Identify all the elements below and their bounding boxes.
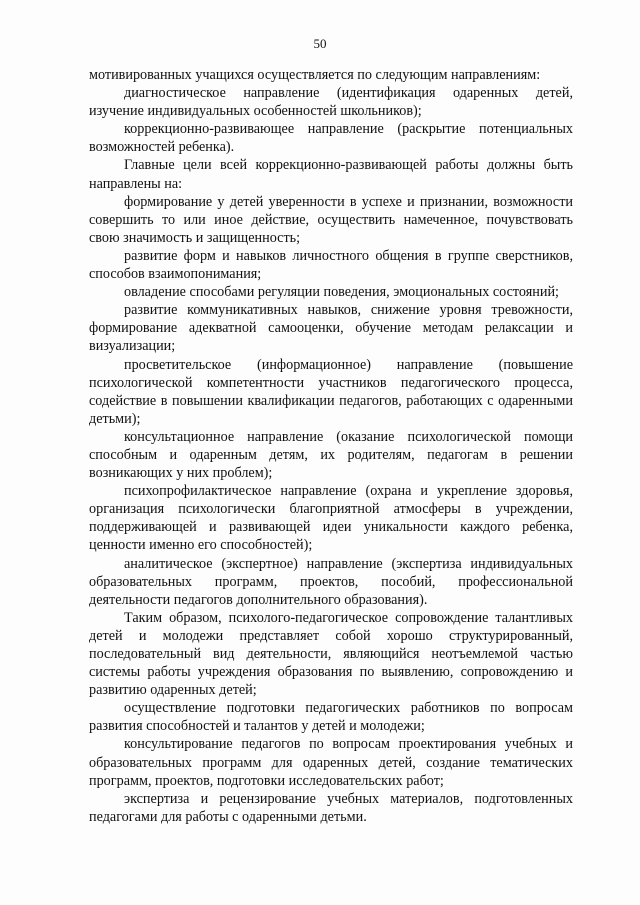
paragraph-self-regulation: овладение способами регуляции поведения, эмоциональных состояний; [124,284,559,301]
paragraph-consulting-direction: консультационное направление (оказание психологической помощи способным и одаренным детям, их родителям, педагогам в решении возникающих у них проблем); [89,428,573,482]
paragraph-educational-direction: просветительское (информационное) направление (повышение психологической компетентности участников педагогического процесса, содействие в повышении квалификации педагогов, работающих с одаренными детьми); [89,356,573,427]
page-number: 50 [313,36,327,51]
paragraph-analytical-direction: аналитическое (экспертное) направление (экспертиза индивидуальных образовательных программ, проектов, пособий, профессиональной деятельности педагогов дополнительного образования). [89,555,573,608]
paragraph-diagnostic-direction: диагностическое направление (идентификация одаренных детей, изучение индивидуальных особенностей школьников); [89,85,573,120]
paragraph-prevention-direction: психопрофилактическое направление (охрана и укрепление здоровья, организация психологически благоприятной атмосферы в учреждении, поддерживающей и развивающей идеи уникальности каждого ребенка, ценности именно его способностей); [89,483,573,554]
paragraph-continuation: мотивированных учащихся осуществляется по следующим направлениям: [89,67,541,83]
document-body [89,66,573,826]
paragraph-confidence: формирование у детей уверенности в успехе и признании, возможности совершить то или иное действие, осуществить намеченное, почувствовать свою значимость и защищенность; [89,193,573,246]
paragraph-communication-forms: развитие форм и навыков личностного общения в группе сверстников, способов взаимопонимания; [89,247,573,283]
paragraph-teacher-training: осуществление подготовки педагогических работников по вопросам развития способностей и талантов у детей и молодежи; [89,700,573,735]
paragraph-expert-review: экспертиза и рецензирование учебных материалов, подготовленных педагогами для работы с одаренными детьми. [89,790,573,825]
paragraph-communication-skills: развитие коммуникативных навыков, снижение уровня тревожности, формирование адекватной самооценки, обучение методам релаксации и визуализации; [89,302,573,355]
paragraph-summary: Таким образом, психолого-педагогическое сопровождение талантливых детей и молодежи представляет собой хорошо структурированный, последовательный вид деятельности, являющийся неотъемлемой частью системы работы учреждения образования по выявлению, сопровождению и развитию одаренных детей; [89,609,573,699]
paragraph-correction-direction: коррекционно-развивающее направление (раскрытие потенциальных возможностей ребенка). [89,121,573,156]
paragraph-main-goals: Главные цели всей коррекционно-развивающей работы должны быть направлены на: [89,157,573,192]
paragraph-teacher-consulting: консультирование педагогов по вопросам проектирования учебных и образовательных программ для одаренных детей, создание тематических программ, проектов, подготовки исследовательских работ; [89,736,573,789]
